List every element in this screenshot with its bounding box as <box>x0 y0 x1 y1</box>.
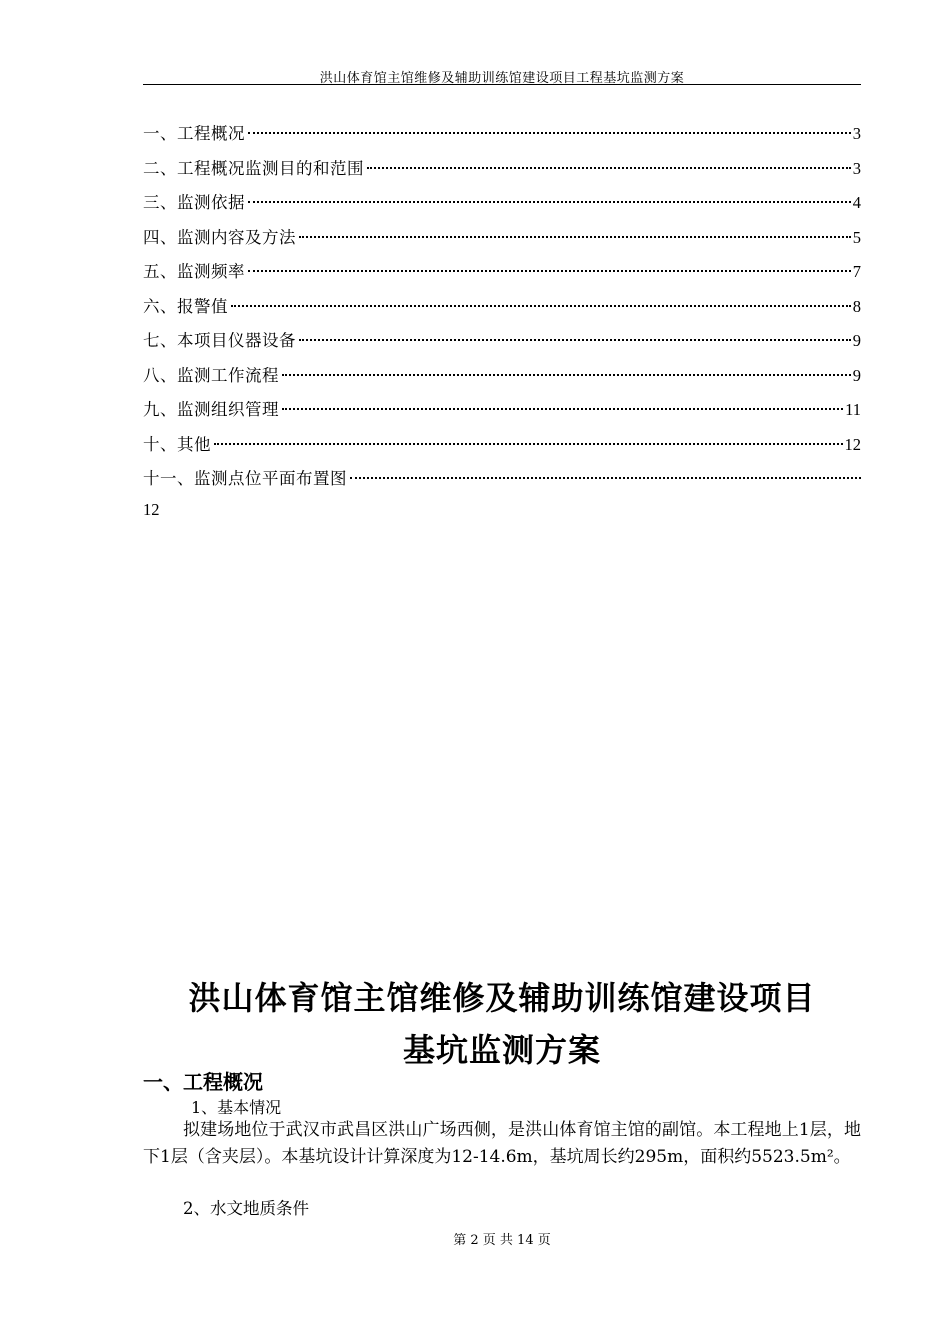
toc-leader-dots <box>282 408 843 410</box>
toc-entry[interactable] <box>143 293 861 328</box>
toc-entry-label: 七、本项目仪器设备 <box>143 331 296 350</box>
toc-entry[interactable] <box>143 120 861 155</box>
toc-entry-label: 三、监测依据 <box>143 193 245 212</box>
toc-entry[interactable] <box>143 327 861 362</box>
toc-entry[interactable] <box>143 258 861 293</box>
section-heading: 一、工程概况 <box>143 1070 263 1094</box>
toc-leader-dots <box>248 270 851 272</box>
toc-entry-label: 五、监测频率 <box>143 262 245 281</box>
document-title-line-1: 洪山体育馆主馆维修及辅助训练馆建设项目 <box>188 979 816 1017</box>
toc-entry-page: 12 <box>844 434 861 454</box>
toc-leader-dots <box>299 339 851 341</box>
toc-entry[interactable] <box>143 224 861 259</box>
toc-entry-page: 3 <box>852 124 861 143</box>
page-header-title: 洪山体育馆主馆维修及辅助训练馆建设项目工程基坑监测方案 <box>319 71 685 86</box>
toc-entry-page: 8 <box>852 296 861 316</box>
toc-entry-label: 二、工程概况监测目的和范围 <box>143 158 364 178</box>
toc-entry-label: 六、报警值 <box>143 296 228 316</box>
toc-entry-label: 九、监测组织管理 <box>143 400 279 419</box>
toc-entry-page: 4 <box>852 193 861 212</box>
toc-entry-page: 9 <box>852 365 861 385</box>
toc-leader-dots <box>367 167 851 169</box>
toc-entry-page: 7 <box>852 262 861 281</box>
toc-entry-page-wrapped <box>143 500 861 535</box>
toc-leader-dots <box>231 305 851 307</box>
toc-entry-page: 9 <box>852 331 861 350</box>
toc-entry-page: 12 <box>143 499 160 519</box>
toc-leader-dots <box>214 443 843 445</box>
toc-leader-dots <box>248 132 851 134</box>
toc-leader-dots <box>248 201 851 203</box>
document-title-line-2: 基坑监测方案 <box>402 1031 601 1069</box>
subsection-heading: 1、基本情况 <box>191 1098 282 1117</box>
toc-entry[interactable] <box>143 155 861 190</box>
body-paragraph: 拟建场地位于武汉市武昌区洪山广场西侧，是洪山体育馆主馆的副馆。本工程地上1层，地下1层（含夹层）。本基坑设计计算深度为12-14.6m，基坑周长约295m，面积约5523.5m²。 <box>143 1120 861 1167</box>
toc-entry[interactable] <box>143 396 861 431</box>
toc-leader-dots <box>282 374 851 376</box>
toc-entry[interactable] <box>143 431 861 466</box>
toc-entry-label: 十一、监测点位平面布置图 <box>143 469 347 488</box>
toc-leader-dots <box>299 236 851 238</box>
toc-entry-label: 十、其他 <box>143 434 211 454</box>
toc-entry[interactable] <box>143 362 861 397</box>
toc-entry[interactable] <box>143 465 861 500</box>
toc-entry-page: 3 <box>852 158 861 178</box>
header-divider <box>143 84 861 85</box>
toc-entry-label: 一、工程概况 <box>143 124 245 143</box>
toc-entry-label: 四、监测内容及方法 <box>143 227 296 247</box>
toc-entry-page: 5 <box>852 227 861 247</box>
toc-entry-page: 11 <box>845 400 861 419</box>
toc-leader-dots <box>350 477 861 479</box>
toc-entry-label: 八、监测工作流程 <box>143 365 279 385</box>
toc-entry[interactable] <box>143 189 861 224</box>
subsection-heading: 2、水文地质条件 <box>183 1199 309 1218</box>
page-footer: 第 2 页 共 14 页 <box>453 1233 551 1248</box>
table-of-contents <box>143 120 861 534</box>
